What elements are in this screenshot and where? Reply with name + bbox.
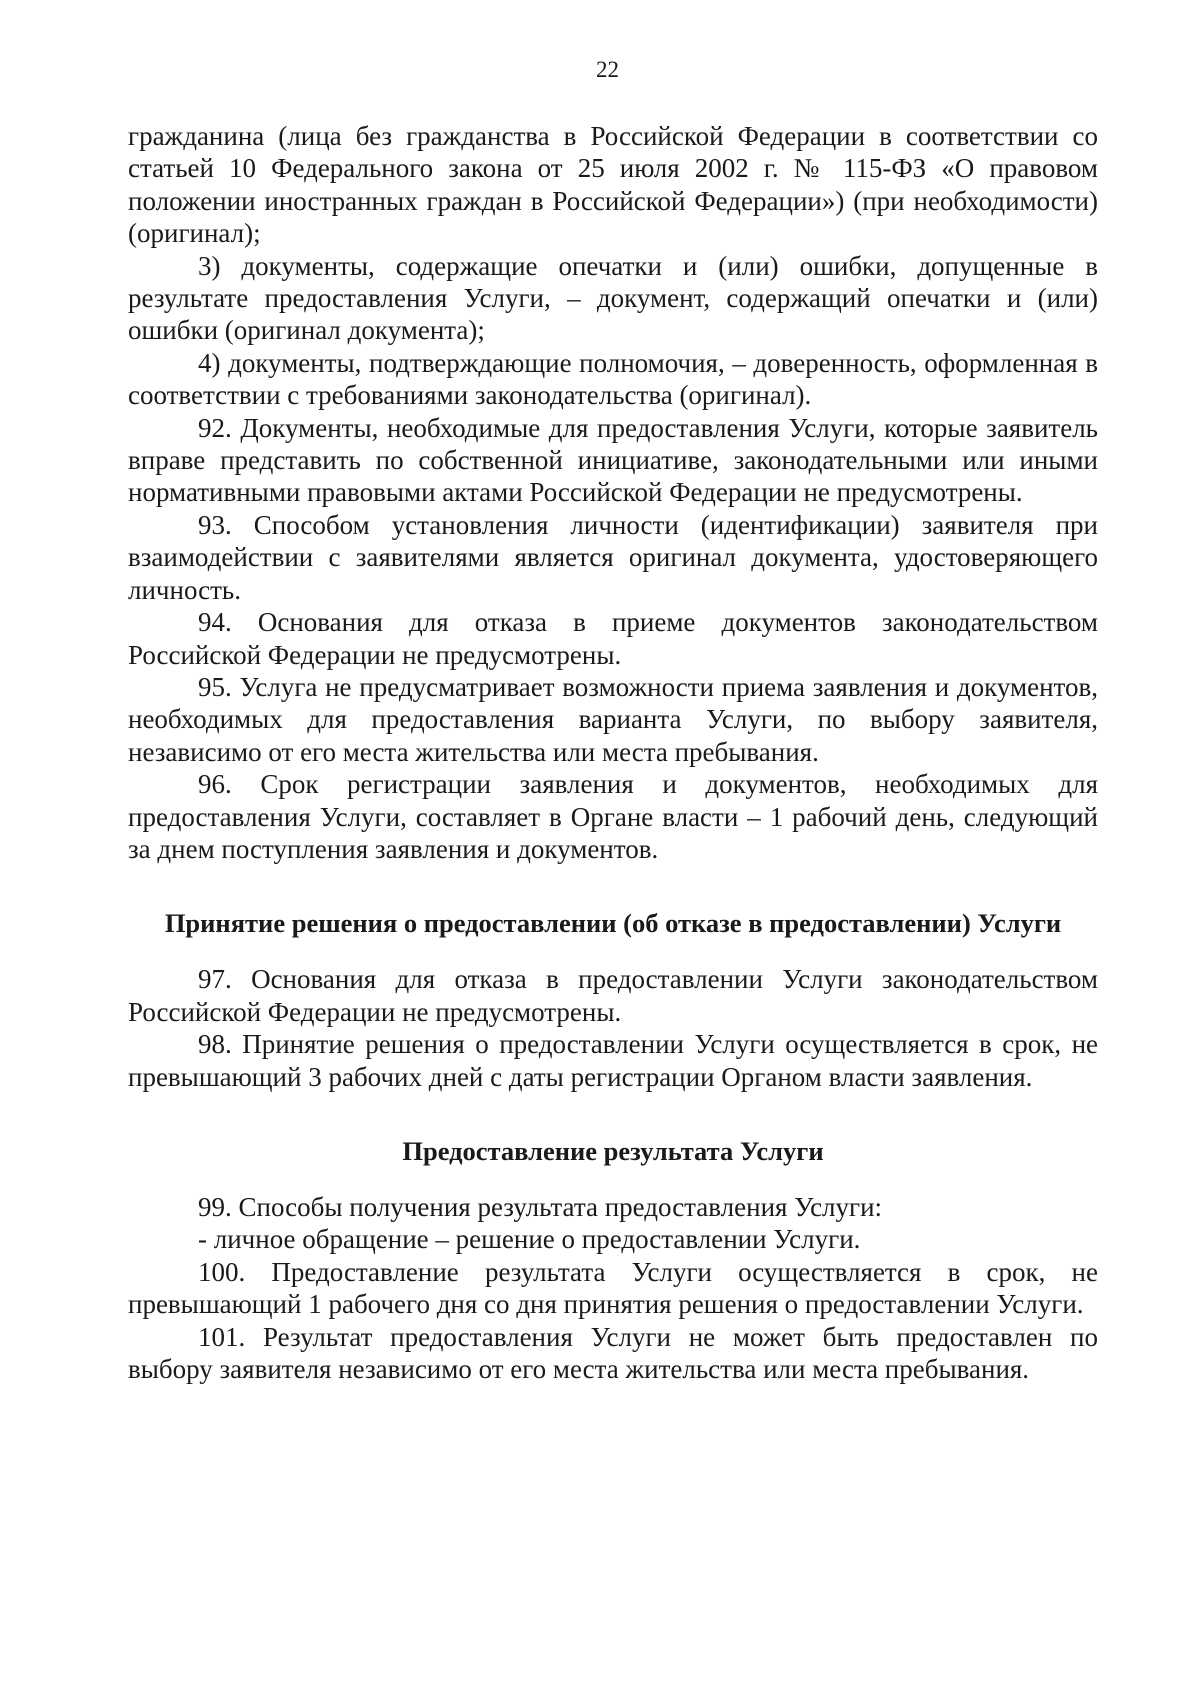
paragraph-continuation: гражданина (лица без гражданства в Российской Федерации в соответствии со статьей 10 Федерального закона от 25 июля 2002 г. № 115-ФЗ «О правовом положении иностранных граждан в Российской Федерации») (при необходимости) (оригинал); xyxy=(128,121,1098,249)
page-number: 22 xyxy=(596,57,619,82)
paragraph-92: 92. Документы, необходимые для предоставления Услуги, которые заявитель вправе представить по собственной инициативе, законодательными или иными нормативными правовыми актами Российской Федерации не предусмотрены. xyxy=(128,412,1098,508)
paragraph-97: 97. Основания для отказа в предоставлении Услуги законодательством Российской Федерации не предусмотрены. xyxy=(128,964,1098,1027)
paragraph-item-4: 4) документы, подтверждающие полномочия, – доверенность, оформленная в соответствии с требованиями законодательства (оригинал). xyxy=(128,347,1098,411)
paragraph-99-item: - личное обращение – решение о предоставлении Услуги. xyxy=(198,1224,861,1255)
document-body xyxy=(128,120,1098,1385)
paragraph-100: 100. Предоставление результата Услуги осуществляется в срок, не превышающий 1 рабочего дня со дня принятия решения о предоставлении Услуги. xyxy=(128,1256,1098,1320)
paragraph-95: 95. Услуга не предусматривает возможности приема заявления и документов, необходимых для предоставления варианта Услуги, по выбору заявителя, независимо от его места жительства или места пребывания. xyxy=(128,671,1098,767)
paragraph-96: 96. Срок регистрации заявления и документов, необходимых для предоставления Услуги, составляет в Органе власти – 1 рабочий день, следующий за днем поступления заявления и документов. xyxy=(128,769,1098,864)
section-heading-decision: Принятие решения о предоставлении (об отказе в предоставлении) Услуги xyxy=(164,908,1062,939)
paragraph-93: 93. Способом установления личности (идентификации) заявителя при взаимодействии с заявителями является оригинал документа, удостоверяющего личность. xyxy=(128,509,1098,605)
paragraph-99: 99. Способы получения результата предоставления Услуги: xyxy=(198,1191,883,1222)
section-heading-result: Предоставление результата Услуги xyxy=(402,1135,824,1166)
paragraph-item-3: 3) документы, содержащие опечатки и (или) ошибки, допущенные в результате предоставления Услуги, – документ, содержащий опечатки и (или) ошибки (оригинал документа); xyxy=(128,250,1098,346)
paragraph-94: 94. Основания для отказа в приеме документов законодательством Российской Федерации не предусмотрены. xyxy=(128,607,1098,670)
paragraph-98: 98. Принятие решения о предоставлении Услуги осуществляется в срок, не превышающий 3 рабочих дней с даты регистрации Органом власти заявления. xyxy=(128,1029,1098,1092)
paragraph-101: 101. Результат предоставления Услуги не может быть предоставлен по выбору заявителя независимо от его места жительства или места пребывания. xyxy=(128,1321,1098,1384)
